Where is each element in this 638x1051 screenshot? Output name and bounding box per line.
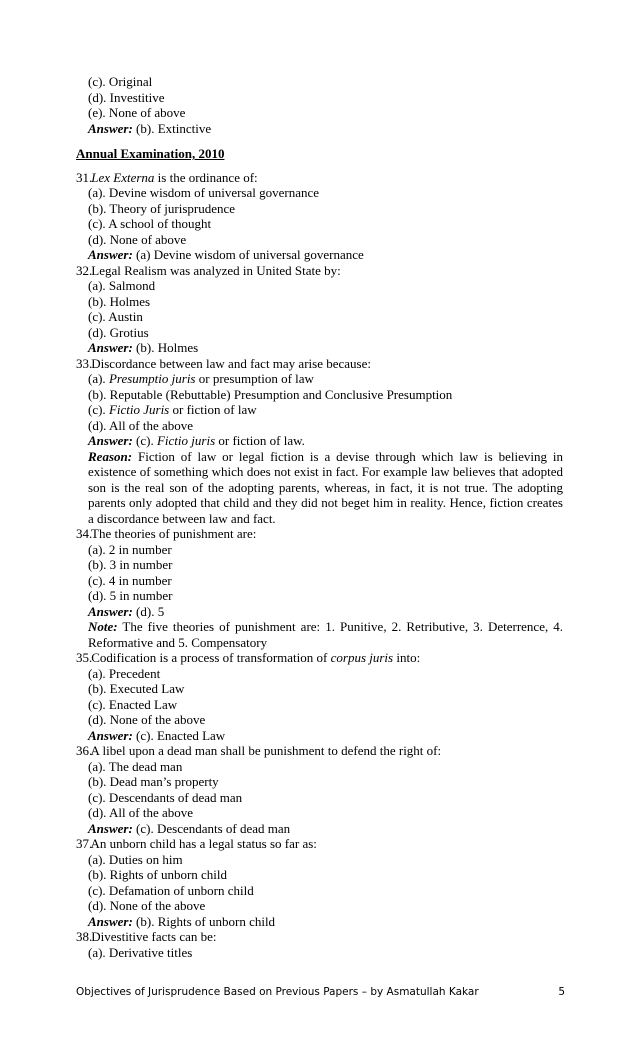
question-text: Legal Realism was analyzed in United State by: [91,262,341,278]
page-number: 5 [558,986,565,998]
option-line: (c). Defamation of unborn child [88,882,254,898]
option-line: (d). 5 in number [88,588,173,603]
answer-value: (b). Rights of unborn child [136,913,276,929]
option-line: (b). Reputable (Rebuttable) Presumption and Conclusive Presumption [88,386,453,402]
answer-line [76,121,563,137]
answer-value: (d). 5 [136,603,165,619]
question-text: The theories of punishment are: [91,526,257,541]
question-number: 38. [76,929,93,944]
question-text: A libel upon a dead man shall be punishment to defend the right of: [90,743,442,758]
option-line: (a). 2 in number [88,541,172,557]
question-number: 35. [76,650,93,665]
option-line: (b). Rights of unborn child [88,867,228,882]
question-line [76,743,563,759]
reason-text: Fiction of law or legal fiction is a devise through which law is believing in existence of something which does not exist in fact. For example law believes that adopted son is the real son of the adopting parents, whereas, in fact, it is not true. The adopting parents only adopted that child and they did not beget him in reality. Hence, fiction creates a discordance between law and fact. [88,448,563,526]
answer-label: Answer: [88,247,133,262]
question-text: Discordance between law and fact may arise because: [91,355,371,371]
option-line: (c). Original [88,74,153,89]
option-line: (d). None of the above [88,712,206,727]
page-content [76,74,563,960]
option-prefix: (a). [88,371,106,386]
option-term: Fictio Juris [108,402,170,417]
option-line: (b). Holmes [88,293,151,309]
answer-prefix: (c). [136,433,154,448]
reason-paragraph [76,449,563,527]
reason-label: Reason: [88,448,133,464]
note-text: The five theories of punishment are: 1. Punitive, 2. Retributive, 3. Deterrence, 4. Reformative and 5. Compensatory [88,619,563,650]
option-line [76,371,563,387]
question-line [76,650,563,666]
option-line: (a). Devine wisdom of universal governance [88,185,320,200]
answer-line [76,247,563,263]
answer-line [76,604,563,620]
question-line [76,836,563,852]
option-line: (e). None of above [88,105,186,120]
answer-line [76,340,563,356]
answer-line [76,914,563,930]
option-line: (b). Theory of jurisprudence [88,200,236,216]
option-prefix: (c). [88,402,106,417]
answer-value: (c). Descendants of dead man [136,820,291,836]
answer-line [76,433,563,449]
question-text: is the ordinance of: [157,169,258,185]
option-line [76,402,563,418]
option-line: (b). Executed Law [88,681,185,696]
question-number: 36. [76,743,93,758]
answer-label: Answer: [88,340,133,355]
answer-line [76,821,563,837]
answer-label: Answer: [88,913,133,929]
option-line: (c). A school of thought [88,216,212,231]
question-text: An unborn child has a legal status so far as: [90,836,317,851]
question-text-rest: into: [396,650,421,665]
question-line [76,929,563,945]
answer-label: Answer: [88,433,133,448]
question-term: corpus juris [330,650,394,665]
answer-value: (b). Holmes [136,340,199,355]
answer-value: (b). Extinctive [136,120,212,136]
option-term: Presumptio juris [108,371,196,386]
option-line: (a). Derivative titles [88,944,193,960]
answer-value: (c). Enacted Law [136,727,226,743]
question-number: 33. [76,355,93,371]
option-line: (a). The dead man [88,758,183,774]
option-line: (d). All of the above [88,805,194,820]
question-line [76,526,563,542]
question-number: 31. [76,169,93,185]
answer-term: Fictio juris [156,433,216,448]
option-line: (d). Grotius [88,324,149,340]
question-line [76,263,563,279]
answer-label: Answer: [88,820,133,836]
option-text: or fiction of law [172,402,257,417]
note-label: Note: [88,619,118,634]
section-heading: Annual Examination, 2010 [76,146,225,161]
answer-line [76,728,563,744]
page-footer [76,986,565,998]
option-line: (b). Dead man’s property [88,774,219,789]
question-text: Divestitive facts can be: [91,929,217,944]
answer-label: Answer: [88,727,133,743]
option-line: (c). 4 in number [88,572,172,588]
answer-value: or fiction of law. [218,433,305,448]
option-line: (d). All of the above [88,417,194,433]
question-text: Codification is a process of transformation of [91,650,328,665]
answer-label: Answer: [88,603,133,619]
option-line: (a). Precedent [88,665,161,681]
question-line [76,356,563,372]
answer-label: Answer: [88,120,133,136]
note-paragraph [76,619,563,650]
option-line: (c). Descendants of dead man [88,789,243,805]
option-line: (d). None of above [88,231,187,247]
question-term: Lex Externa [91,169,155,185]
question-number: 37. [76,836,93,851]
option-line: (a). Salmond [88,278,156,293]
question-number: 34. [76,526,93,541]
option-line: (a). Duties on him [88,851,183,867]
option-text: or presumption of law [198,371,314,386]
question-line [76,170,563,186]
option-line: (c). Austin [88,309,143,324]
option-line: (d). None of the above [88,898,206,913]
option-line: (c). Enacted Law [88,696,178,712]
question-number: 32. [76,262,93,278]
option-line: (b). 3 in number [88,557,173,572]
answer-value: (a) Devine wisdom of universal governance [136,247,364,262]
footer-text: Objectives of Jurisprudence Based on Previous Papers – by Asmatullah Kakar [76,986,479,998]
option-line: (d). Investitive [88,89,165,105]
